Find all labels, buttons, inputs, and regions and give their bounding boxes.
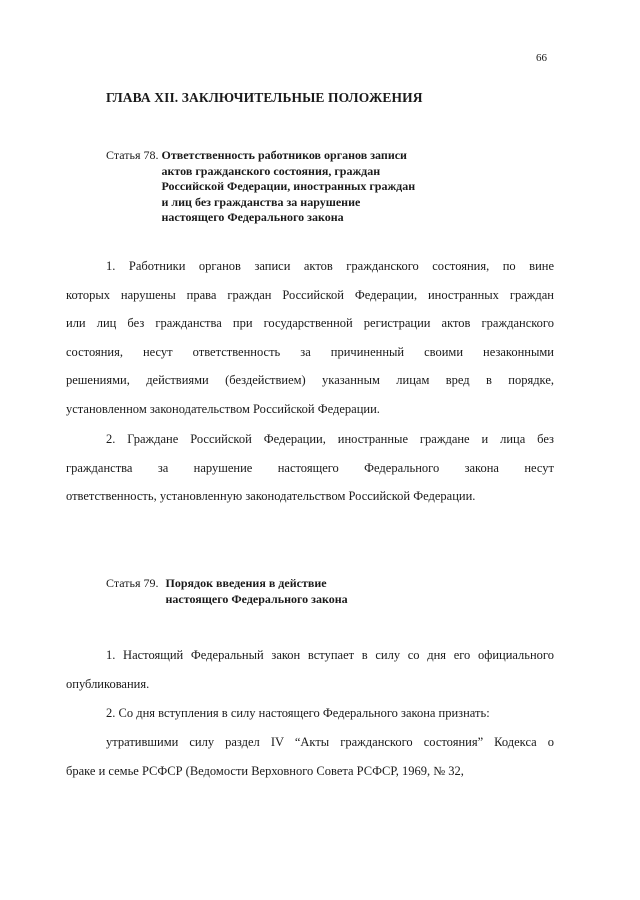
text-line: состояния, несут ответственность за причиненный своими незаконными xyxy=(66,344,554,359)
article-79-title-line: настоящего Федерального закона xyxy=(165,591,348,606)
article-78-label: Статья 78. xyxy=(106,148,159,162)
article-79-paragraph-3 xyxy=(66,728,554,785)
text-line: решениями, действиями (бездействием) указанным лицам вред в порядке, xyxy=(66,373,554,387)
article-78-heading xyxy=(106,148,415,226)
text-line: 1. Работники органов записи актов гражданского состояния, по вине xyxy=(106,259,554,273)
article-78-title-line: Ответственность работников органов записи xyxy=(161,148,407,162)
text-line: браке и семье РСФСР (Ведомости Верховного Совета РСФСР, 1969, № 32, xyxy=(66,763,464,778)
text-line: установленном законодательством Российской Федерации. xyxy=(66,401,380,416)
article-78-title-line: Российской Федерации, иностранных граждан xyxy=(161,179,416,193)
article-79-label: Статья 79. xyxy=(106,576,159,590)
article-78-paragraph-2 xyxy=(66,425,554,511)
article-79-paragraph-2 xyxy=(66,699,554,728)
text-line: или лиц без гражданства при государственной регистрации актов гражданского xyxy=(66,316,554,330)
article-78-title-line: и лиц без гражданства за нарушение xyxy=(161,194,361,209)
article-78-title-line: настоящего Федерального закона xyxy=(161,210,344,224)
article-78-title xyxy=(162,148,416,226)
chapter-title: ГЛАВА XII. ЗАКЛЮЧИТЕЛЬНЫЕ ПОЛОЖЕНИЯ xyxy=(106,90,423,105)
article-78-title-line: актов гражданского состояния, граждан xyxy=(161,163,381,178)
text-line: которых нарушены права граждан Российской Федерации, иностранных граждан xyxy=(66,287,554,302)
text-line: ответственность, установленную законодательством Российской Федерации. xyxy=(66,489,476,503)
article-78-paragraph-1 xyxy=(66,252,554,423)
article-79-title-line: Порядок введения в действие xyxy=(165,576,327,590)
text-line: 2. Со дня вступления в силу настоящего Федерального закона признать: xyxy=(106,706,490,720)
page-number: 66 xyxy=(536,52,547,64)
text-line: опубликования. xyxy=(66,676,150,691)
text-line: 1. Настоящий Федеральный закон вступает в силу со дня его официального xyxy=(106,648,554,662)
text-line: 2. Граждане Российской Федерации, иностранные граждане и лица без xyxy=(106,432,554,446)
text-line: утратившими силу раздел IV “Акты гражданского состояния” Кодекса о xyxy=(106,735,554,749)
article-79-heading xyxy=(106,576,348,607)
article-79-title xyxy=(166,576,348,607)
text-line: гражданства за нарушение настоящего Федерального закона несут xyxy=(66,460,554,475)
article-79-paragraph-1 xyxy=(66,641,554,698)
